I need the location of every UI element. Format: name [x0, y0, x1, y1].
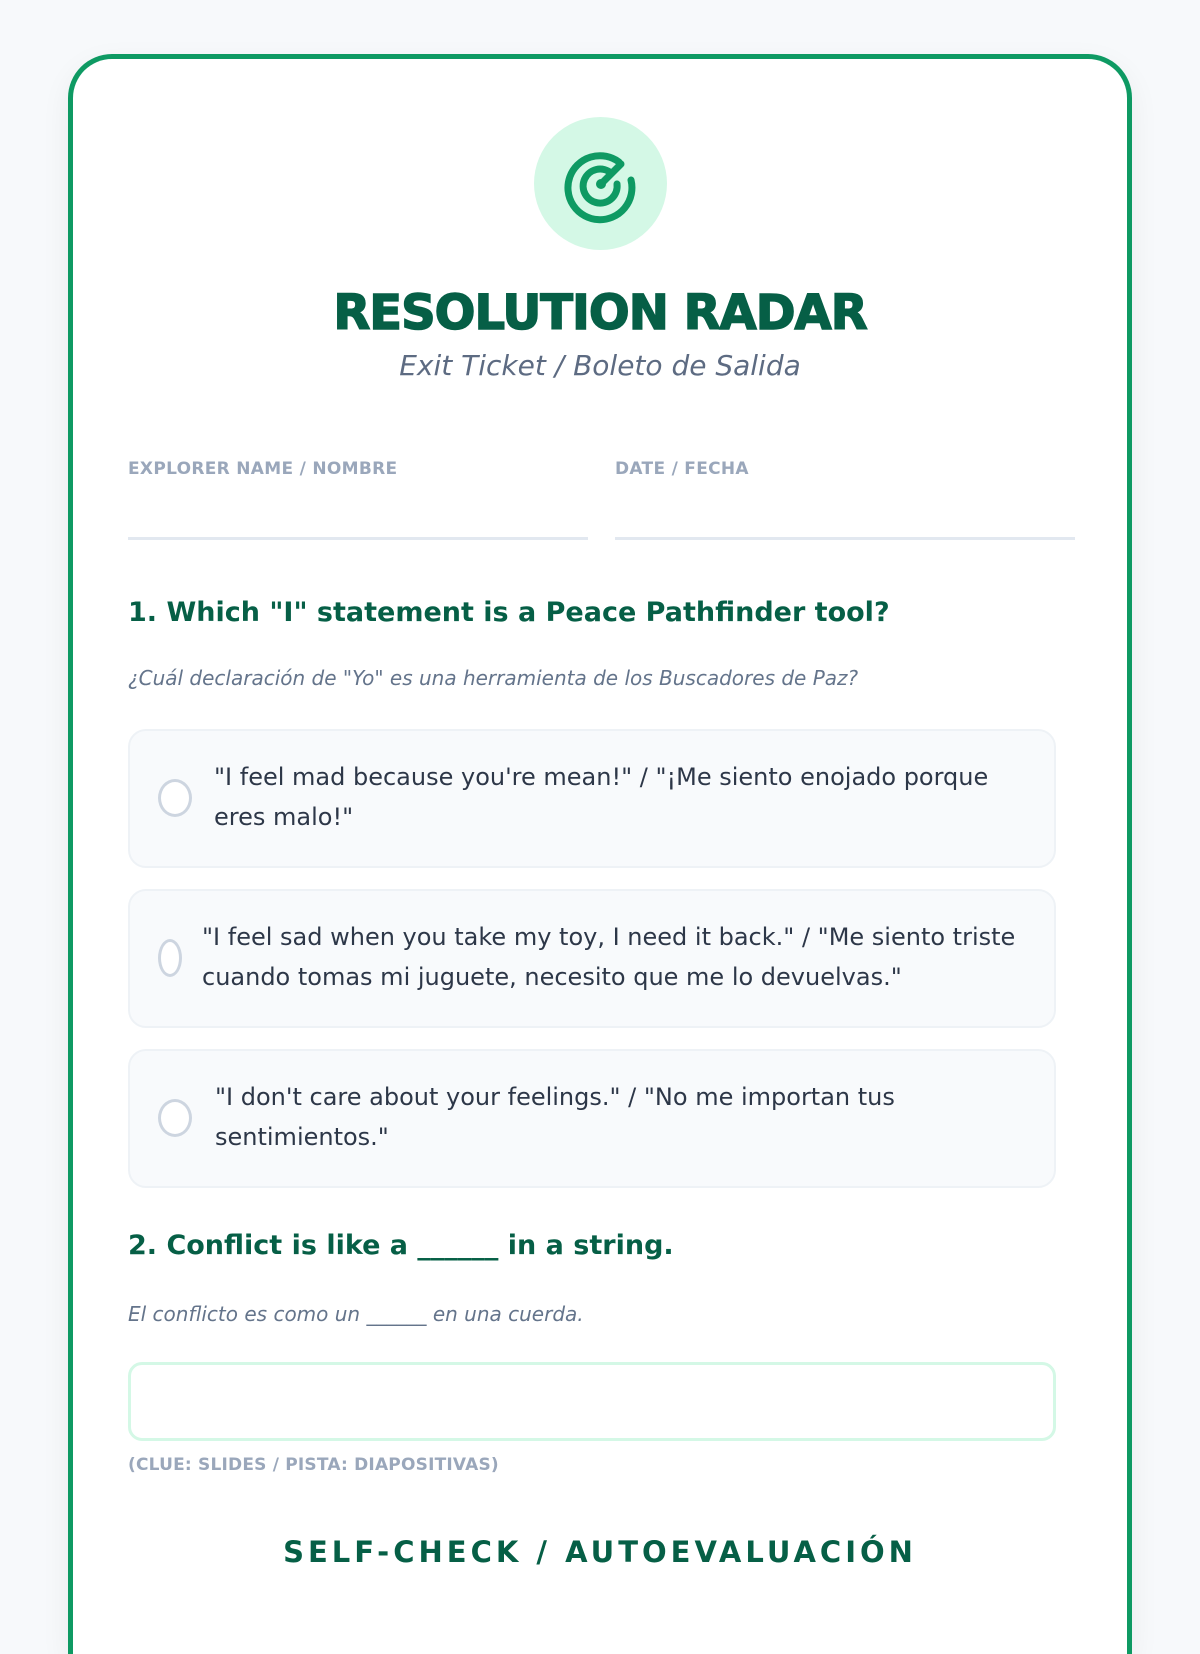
- explorer-name-field[interactable]: [128, 537, 588, 540]
- exit-ticket-card: [68, 54, 1132, 1654]
- option-label: "I feel mad because you're mean!" / "¡Me siento enojado porque eres malo!": [214, 763, 989, 831]
- page-subtitle: Exit Ticket / Boleto de Salida: [399, 349, 801, 382]
- radar-badge: [534, 117, 667, 250]
- question-1-subtitle: ¿Cuál declaración de "Yo" es una herramienta de los Buscadores de Paz?: [128, 666, 859, 690]
- explorer-name-label: EXPLORER NAME / NOMBRE: [128, 459, 398, 479]
- date-label: DATE / FECHA: [615, 459, 749, 479]
- question-2-answer-input[interactable]: [128, 1362, 1056, 1441]
- page-title: RESOLUTION RADAR: [333, 285, 867, 341]
- date-field[interactable]: [615, 537, 1075, 540]
- question-1-option-c[interactable]: [128, 1049, 1056, 1188]
- question-1-option-a[interactable]: [128, 729, 1056, 868]
- question-2-title: 2. Conflict is like a ______ in a string.: [128, 1230, 674, 1261]
- question-1-option-b[interactable]: [128, 889, 1056, 1028]
- question-2-subtitle: El conflicto es como un ______ en una cuerda.: [128, 1302, 584, 1326]
- radar-icon: [561, 144, 641, 224]
- radio-button[interactable]: [158, 779, 192, 817]
- radio-button[interactable]: [158, 939, 182, 977]
- radio-button[interactable]: [158, 1099, 192, 1137]
- question-2-clue: (CLUE: SLIDES / PISTA: DIAPOSITIVAS): [128, 1455, 499, 1475]
- self-check-heading: SELF-CHECK / AUTOEVALUACIÓN: [283, 1535, 917, 1569]
- question-1-title: 1. Which "I" statement is a Peace Pathfinder tool?: [128, 597, 890, 628]
- option-label: "I feel sad when you take my toy, I need it back." / "Me siento triste cuando tomas mi juguete, necesito que me lo devuelvas.": [202, 923, 1016, 991]
- option-label: "I don't care about your feelings." / "No me importan tus sentimientos.": [215, 1083, 895, 1151]
